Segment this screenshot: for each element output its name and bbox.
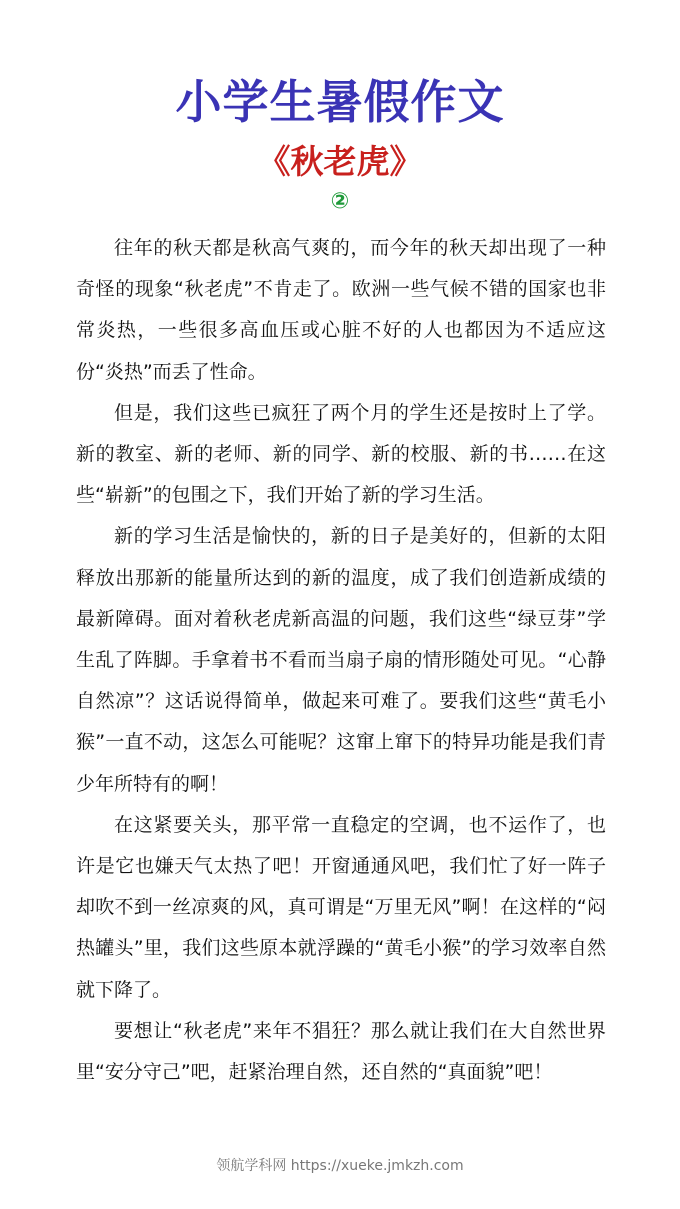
footer-watermark: 领航学科网 https://xueke.jmkzh.com [216, 1158, 464, 1174]
paragraph-2: 但是，我们这些已疯狂了两个月的学生还是按时上了学。新的教室、新的老师、新的同学、新的校服、新的书……在这些“崭新”的包围之下，我们开始了新的学习生活。 [76, 401, 606, 507]
paragraph-5: 要想让“秋老虎”来年不猖狂？那么就让我们在大自然世界里“安分守己”吧，赶紧治理自然，还自然的“真面貌”吧！ [76, 1019, 606, 1084]
paragraph-4: 在这紧要关头，那平常一直稳定的空调，也不运作了，也许是它也嫌天气太热了吧！开窗通通风吧，我们忙了好一阵子却吹不到一丝凉爽的风，真可谓是“万里无风”啊！在这样的“闷热罐头”里，我们这些原本就浮躁的“黄毛小猴”的学习效率自然就下降了。 [76, 813, 606, 1001]
essay-body [76, 228, 606, 1093]
document-subtitle: 《秋老虎》 [257, 142, 423, 181]
section-number: ② [330, 189, 350, 214]
paragraph-3: 新的学习生活是愉快的，新的日子是美好的，但新的太阳释放出那新的能量所达到的新的温度，成了我们创造新成绩的最新障碍。面对着秋老虎新高温的问题，我们这些“绿豆芽”学生乱了阵脚。手拿着书不看而当扇子扇的情形随处可见。“心静自然凉”？这话说得简单，做起来可难了。要我们这些“黄毛小猴”一直不动，这怎么可能呢？这窜上窜下的特异功能是我们青少年所特有的啊！ [76, 525, 606, 795]
document-title: 小学生暑假作文 [175, 75, 505, 129]
paragraph-1: 往年的秋天都是秋高气爽的，而今年的秋天却出现了一种奇怪的现象“秋老虎”不肯走了。欧洲一些气候不错的国家也非常炎热，一些很多高血压或心脏不好的人也都因为不适应这份“炎热”而丢了性命。 [76, 237, 606, 383]
